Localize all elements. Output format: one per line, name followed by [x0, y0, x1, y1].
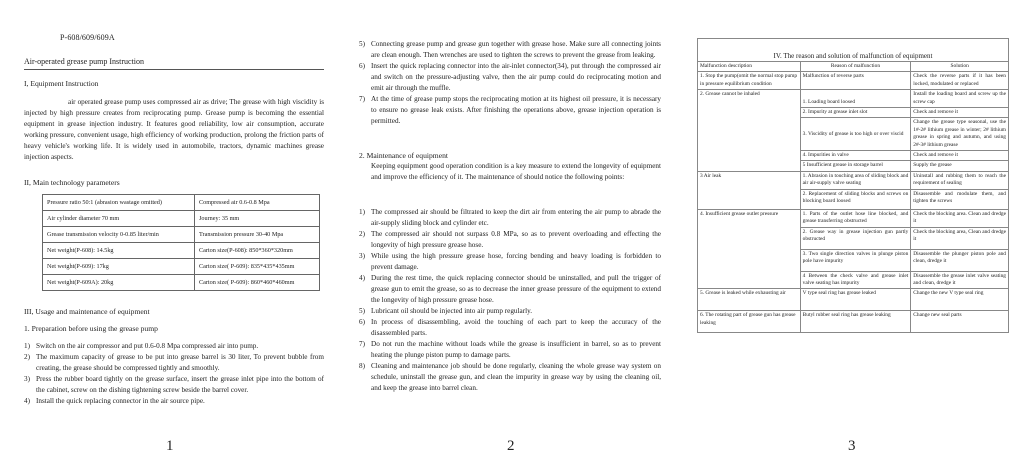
malfunction-description: 6. The rotating part of grease gun has grease leaking: [698, 311, 801, 333]
table-row: [43, 243, 320, 259]
malfunction-reason: 4. Impurities in valve: [800, 151, 911, 161]
subsection-1-heading: 1. Preparation before using the grease pump: [24, 324, 158, 333]
malfunction-reason: 3. Viscidity of grease is too high or over viscid: [800, 118, 911, 151]
table-row: [698, 171, 1009, 189]
preparation-steps: [24, 341, 324, 407]
parameters-table: [42, 194, 320, 291]
table-caption-row: [698, 39, 1009, 62]
param-cell: Net weight(P-609A): 20kg: [43, 275, 195, 291]
list-item: 4) Install the quick replacing connector in the air source pipe.: [24, 397, 205, 405]
page-2: [345, 0, 690, 473]
table-row: [698, 311, 1009, 333]
list-item: 5) Lubricant oil should be injected into air pump regularly.: [359, 307, 533, 315]
malfunction-reason: 1. Loading board loosed: [800, 90, 911, 108]
list-item: 3) Press the rubber board tightly on the grease surface, insert the grease inlet pipe into the bottom of the cabinet, screw on the dishing tightening screw beside the barrel cover.: [24, 375, 324, 394]
malfunction-solution: Check the reverse parts if it has been locked, modulated or replaced: [911, 72, 1009, 90]
malfunction-solution: Check the blocking area. Clean and dredge it: [911, 209, 1009, 227]
table-row: [698, 90, 1009, 108]
column-header: Solution: [911, 62, 1009, 72]
malfunction-solution: Supply the grease: [911, 161, 1009, 171]
list-item: 3) While using the high pressure grease hose, forcing bending and heavy loading is forbidden to prevent damage.: [359, 252, 661, 271]
param-cell: Air cylinder diameter 70 mm: [43, 211, 195, 227]
malfunction-solution: Change new seal parts: [911, 311, 1009, 333]
malfunction-solution: Check and remove it: [911, 108, 1009, 118]
subsection-2-heading: 2. Maintenance of equipment: [359, 151, 448, 160]
section-3-heading: III, Usage and maintenance of equipment: [24, 307, 150, 316]
table-row: [698, 289, 1009, 311]
table-title: IV. The reason and solution of malfunction of equipment: [698, 39, 1009, 62]
page-number: 3: [848, 438, 856, 454]
list-item: 2) The compressed air should not surpass 0.8 MPa, so as to prevent overloading and effecting the longevity of high pressure grease hose.: [359, 230, 661, 249]
table-row: [43, 211, 320, 227]
page-number: 1: [166, 438, 174, 454]
maintenance-intro: Keeping equipment good operation condition is a key measure to extend the longevity of equipment and improve the efficiency of it. The maintenance of should notice the following points:: [371, 162, 661, 181]
list-item: 4) During the rest time, the quick replacing connector should be uninstalled, and pull the trigger of grease gun to emit the grease, so as to decrease the inner grease pressure of the equipment to extend the longevity of high pressure grease hose.: [359, 274, 661, 304]
document-title: Air-operated grease pump Instruction: [24, 57, 324, 70]
malfunction-description: 1. Stop the pump(omit the normal stop pump in pressure equilibrium condition: [698, 72, 801, 90]
column-header: Malfunction description: [698, 62, 801, 72]
param-cell: Carton size(P-608): 850*360*320mm: [195, 243, 320, 259]
list-item: 6) In process of disassembling, avoid the touching of each part to keep the accuracy of the disassembled parts.: [359, 318, 661, 337]
malfunction-reason: 4 Between the check valve and grease inlet valve seating has impurity: [800, 271, 911, 289]
malfunction-description: 2. Grease cannot be inhaled: [698, 90, 801, 172]
malfunction-reason: Malfunction of reverse parts: [800, 72, 911, 90]
malfunction-reason: 5 Insufficient grease in storage barrel: [800, 161, 911, 171]
malfunction-reason: 1. Parts of the outlet hose line blocked, and grease transferring obstructed: [800, 209, 911, 227]
page-1: [0, 0, 340, 473]
malfunction-solution: Change the new V type seal ring: [911, 289, 1009, 311]
section-1-heading: I, Equipment Instruction: [24, 79, 99, 88]
malfunction-solution: Change the grease type seasonal, use the 1#-2# lithium grease in winter; 2# lithium grease in spring and autumn, and using 2#-3# lithium grease: [911, 118, 1009, 151]
malfunction-solution: Check and remove it: [911, 151, 1009, 161]
table-row: [698, 209, 1009, 227]
malfunction-reason: V type seal ring has grease leaked: [800, 289, 911, 311]
malfunction-solution: Install the loading board and screw up the screw cap: [911, 90, 1009, 108]
malfunction-description: 4. Insufficient grease outlet pressure: [698, 209, 801, 289]
param-cell: Net weight(P-609): 17kg: [43, 259, 195, 275]
model-number: P-608/609/609A: [60, 33, 115, 42]
param-cell: Carton size( P-609): 835*435*435mm: [195, 259, 320, 275]
list-item: 7) Do not run the machine without loads while the grease is insufficient in barrel, so as to prevent heating the plunge piston pump to damage parts.: [359, 340, 661, 359]
page-number: 2: [507, 438, 515, 454]
preparation-steps-continued: [359, 39, 661, 127]
param-cell: Carton size( P-609): 860*460*460mm: [195, 275, 320, 291]
equipment-description: air operated grease pump uses compressed air as drive; The grease with high viscidity is injected by high pressure creates from reciprocating pump. Grease pump is becoming the essential equipment in grease injection industry. It features good reliability, low air consumption, accurate working pressure, convenient usage, high efficiency of working production, prolong the friction parts of heavy vehicle's working life. It is widely used in automobile, tractors, dynamic machines grease injection aspects.: [24, 98, 324, 161]
table-row: [43, 259, 320, 275]
param-cell: Pressure ratio 50:1 (abrasion wastage omitted): [43, 195, 195, 211]
param-cell: Grease transmission velocity 0-0.85 liter/min: [43, 227, 195, 243]
param-cell: Journey: 35 mm: [195, 211, 320, 227]
list-item: 6) Insert the quick replacing connector into the air-inlet connector(34), put through the compressed air and switch on the pressure-adjusting valve, then the air pump could do reciprocating motion and emit air through the muffle.: [359, 62, 661, 92]
section-2-heading: II, Main technology parameters: [24, 178, 120, 187]
list-item: 1) The compressed air should be filtrated to keep the dirt air from entering the air pump to abrade the air-supply sliding block and cylinder etc.: [359, 208, 661, 227]
param-cell: Net weight(P-608): 14.5kg: [43, 243, 195, 259]
list-item: 7) At the time of grease pump stops the reciprocating motion at its highest oil pressure, it is necessary to ensure no grease leak exists. After finishing the operations above, grease injection operation is permitted.: [359, 95, 661, 125]
param-cell: Transmission pressure 30-40 Mpa: [195, 227, 320, 243]
list-item: 5) Connecting grease pump and grease gun together with grease hose. Make sure all connecting joints are clean enough. Then wrenches are used to tighten the screws to prevent the grease from leaking.: [359, 40, 661, 59]
malfunction-solution: Disassemble the grease inlet valve seating and clean, dredge it: [911, 271, 1009, 289]
maintenance-steps: [359, 207, 661, 394]
list-item: 2) The maximum capacity of grease to be put into grease barrel is 30 liter, To prevent bubble from creating, the grease should be compressed tightly and smoothly.: [24, 353, 324, 372]
column-header: Reason of malfunction: [800, 62, 911, 72]
table-row: [698, 72, 1009, 90]
param-cell: Compressed air 0.6-0.8 Mpa: [195, 195, 320, 211]
table-row: [43, 195, 320, 211]
page-3: [690, 0, 1024, 473]
table-row: [43, 227, 320, 243]
malfunction-reason: 3. Two single direction valves in plunge piston pole have impurity: [800, 249, 911, 271]
malfunction-solution: Check the blocking area, Clean and dredge it: [911, 227, 1009, 249]
list-item: 1) Switch on the air compressor and put 0.6-0.8 Mpa compressed air into pump.: [24, 342, 259, 350]
malfunction-reason: 2. Replacement of sliding blocks and screws on blocking board loosed: [800, 189, 911, 209]
malfunction-reason: 2. Grease way in grease injection gun partly obstructed: [800, 227, 911, 249]
malfunction-reason: Butyl rubber seal ring has grease leaking: [800, 311, 911, 333]
malfunction-description: 3 Air leak: [698, 171, 801, 209]
malfunction-reason: 2. Impurity at grease inlet slot: [800, 108, 911, 118]
table-header-row: [698, 62, 1009, 72]
malfunction-description: 5. Grease is leaked while exhausting air: [698, 289, 801, 311]
malfunction-solution: Disassemble and modulate them, and tighten the screws: [911, 189, 1009, 209]
list-item: 8) Cleaning and maintenance job should be done regularly, cleaning the whole grease way system on schedule, uninstall the grease gun, and clean the impurity in grease way by using the cleaning oil, and keep the grease into barrel clean.: [359, 362, 661, 392]
malfunction-solution: Disassemble the plunger piston pole and clean, dredge it: [911, 249, 1009, 271]
malfunction-table: [697, 38, 1009, 333]
malfunction-solution: Uninstall and rubbing them to reach the requirement of sealing: [911, 171, 1009, 189]
table-row: [43, 275, 320, 291]
malfunction-reason: 1. Abrasion in touching area of sliding block and air air-supply valve seating: [800, 171, 911, 189]
